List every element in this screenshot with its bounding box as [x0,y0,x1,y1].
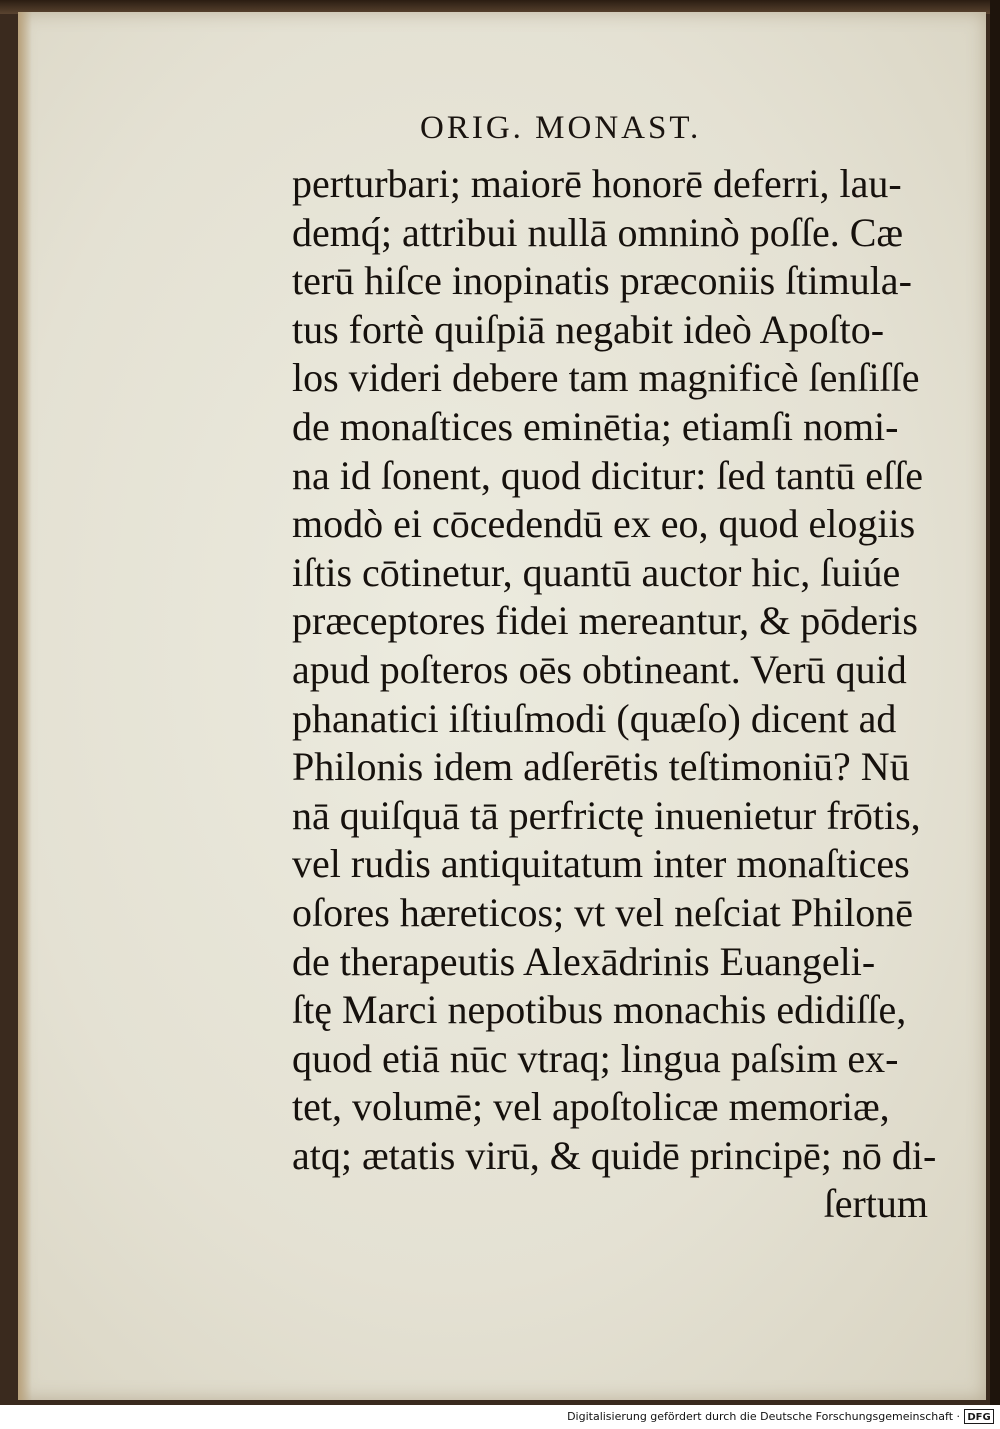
text-line: præceptores fidei mereantur, & pōderis [292,598,918,644]
scan-right-edge [990,0,1000,1405]
text-line: na id ſonent, quod dicitur: ſed tantū eſſe [292,452,923,498]
text-line: nā quiſquā tā perfrictę inuenietur frōtis, [292,792,921,838]
text-line: Philonis idem adſerētis teſtimoniū? Nū [292,744,910,790]
page-edge-shadow [18,12,32,1400]
text-line: de therapeutis Alexādrinis Euangeli- [292,938,876,984]
running-title: ORIG. MONAST. [420,110,702,146]
text-line: terū hiſce inopinatis præconiis ſtimula- [292,258,912,304]
text-line: vel rudis antiquitatum inter monaſtices [292,841,910,887]
text-line: phanatici iſtiuſmodi (quæſo) dicent ad [292,695,897,741]
text-line: quod etiā nūc vtraq; lingua paſsim ex- [292,1035,899,1081]
text-line: tet, volumē; vel apoſtolicæ memoriæ, [292,1084,890,1130]
text-line: ſtę Marci nepotibus monachis edidiſſe, [292,987,907,1033]
text-line: modò ei cōcedendū ex eo, quod elogiis [292,501,916,547]
body-text [292,160,942,1229]
text-line: demq́; attribui nullā omninò poſſe. Cæ [292,209,904,255]
dfg-logo: DFG [964,1409,994,1424]
text-line: de monaſtices eminētia; etiamſi nomi- [292,403,899,449]
text-line: los videri debere tam magnificè ſenſiſſe [292,355,920,401]
text-line: apud poſteros oēs obtineant. Verū quid [292,646,907,692]
text-line: perturbari; maiorē honorē deferri, lau- [292,161,902,206]
funding-credit: Digitalisierung gefördert durch die Deutsche Forschungsgemeinschaft · [567,1410,960,1423]
catchword: ſertum [823,1181,928,1227]
text-line: iſtis cōtinetur, quantū auctor hic, ſuiúe [292,549,901,595]
text-line: oſores hæreticos; vt vel neſciat Philonē [292,889,913,935]
text-line: atq; ætatis virū, & quidē principē; nō di- [292,1132,937,1178]
footer-bar [0,1405,1000,1429]
text-line: tus fortè quiſpiā negabit ideò Apoſto- [292,306,885,352]
